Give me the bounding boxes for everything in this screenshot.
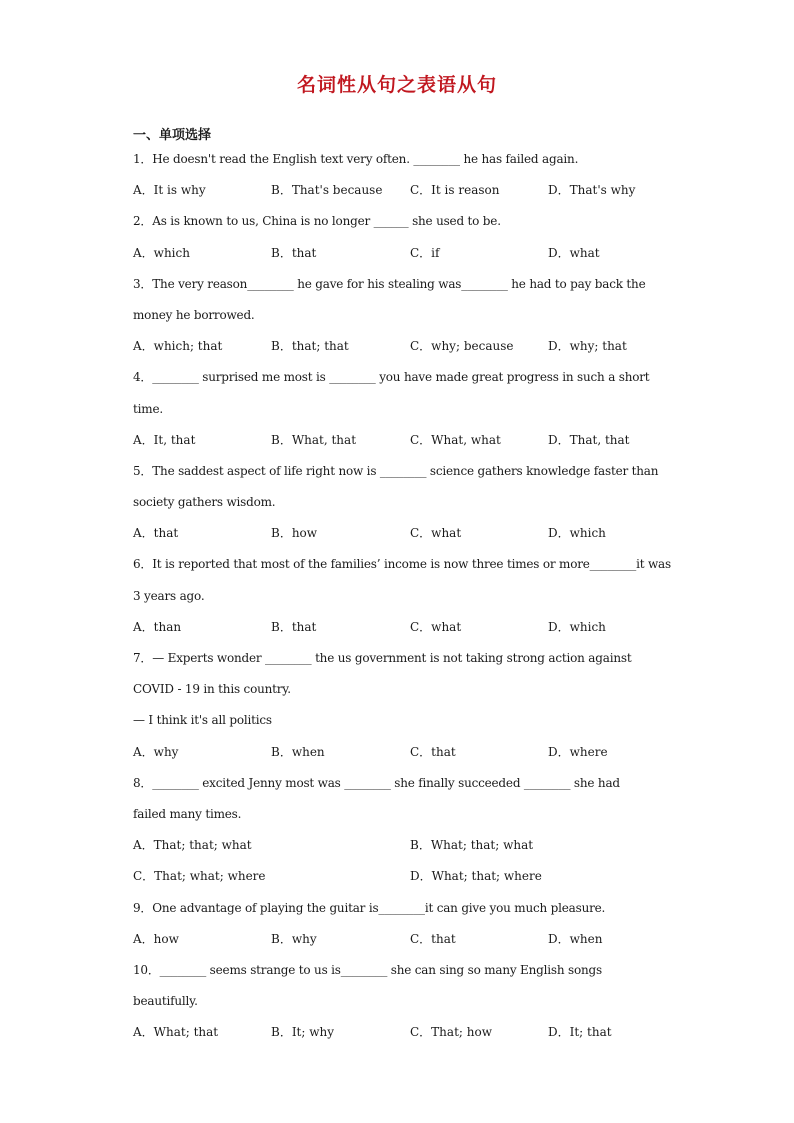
question-9-options bbox=[133, 928, 673, 959]
question-1-text: 1．He doesn't read the English text very often. ________ he has failed again. bbox=[133, 152, 579, 166]
question-3-text: 3．The very reason________ he gave for his stealing was________ he had to pay back the bbox=[133, 276, 646, 291]
option-c[interactable]: C．That; how bbox=[410, 1025, 492, 1040]
question-6-text-cont: 3 years ago. bbox=[133, 588, 205, 603]
option-d[interactable]: D．What; that; where bbox=[410, 869, 542, 884]
option-c[interactable]: C．if bbox=[410, 245, 440, 260]
question-7-text-cont: COVID - 19 in this country. bbox=[133, 682, 291, 697]
option-d[interactable]: D．which bbox=[548, 526, 606, 541]
option-c[interactable]: C．that bbox=[410, 931, 456, 946]
question-3-options bbox=[133, 335, 673, 366]
option-b[interactable]: B．That's because bbox=[271, 183, 383, 198]
section-heading: 一、单项选择 bbox=[133, 128, 212, 143]
option-d[interactable]: D．That, that bbox=[548, 432, 630, 447]
question-1-options bbox=[133, 179, 673, 210]
question-8-text-cont: failed many times. bbox=[133, 806, 242, 821]
option-b[interactable]: B．What; that; what bbox=[410, 838, 534, 853]
option-b[interactable]: B．why bbox=[271, 931, 317, 946]
option-b[interactable]: B．It; why bbox=[271, 1025, 335, 1040]
question-6-text: 6．It is reported that most of the families’ income is now three times or more________it was bbox=[133, 557, 671, 572]
option-a[interactable]: A．which; that bbox=[133, 339, 223, 354]
question-3-text-cont: money he borrowed. bbox=[133, 307, 255, 322]
option-c[interactable]: C．that bbox=[410, 744, 456, 759]
option-a[interactable]: A．It, that bbox=[133, 432, 196, 447]
question-10-text-cont: beautifully. bbox=[133, 994, 198, 1009]
option-a[interactable]: A．What; that bbox=[133, 1025, 219, 1040]
question-6-options bbox=[133, 616, 673, 647]
question-5-options bbox=[133, 522, 673, 553]
option-a[interactable]: A．how bbox=[133, 931, 179, 946]
option-a[interactable]: A．which bbox=[133, 245, 190, 260]
option-d[interactable]: D．which bbox=[548, 619, 606, 634]
option-a[interactable]: A．That; that; what bbox=[133, 838, 252, 853]
option-b[interactable]: B．that bbox=[271, 245, 317, 260]
option-b[interactable]: B．when bbox=[271, 744, 325, 759]
question-2-options bbox=[133, 242, 673, 273]
option-c[interactable]: C．That; what; where bbox=[133, 869, 266, 884]
question-8-options-row-1 bbox=[133, 834, 673, 865]
question-8-text: 8．________ excited Jenny most was ________ she finally succeeded ________ she had bbox=[133, 775, 620, 790]
option-d[interactable]: D．That's why bbox=[548, 183, 636, 198]
option-d[interactable]: D．It; that bbox=[548, 1025, 612, 1040]
option-b[interactable]: B．how bbox=[271, 526, 318, 541]
question-9-text: 9．One advantage of playing the guitar is________it can give you much pleasure. bbox=[133, 900, 606, 915]
option-c[interactable]: C．why; because bbox=[410, 339, 514, 354]
question-4-text-cont: time. bbox=[133, 401, 163, 416]
option-d[interactable]: D．why; that bbox=[548, 339, 627, 354]
question-7-options bbox=[133, 741, 673, 772]
question-7-response: — I think it's all politics bbox=[133, 713, 272, 728]
question-2-text: 2．As is known to us, China is no longer ______ she used to be. bbox=[133, 214, 501, 229]
option-b[interactable]: B．that bbox=[271, 619, 317, 634]
question-4-options bbox=[133, 429, 673, 460]
option-d[interactable]: D．where bbox=[548, 744, 608, 759]
option-d[interactable]: D．what bbox=[548, 245, 600, 260]
question-8-options-row-2 bbox=[133, 865, 673, 896]
option-a[interactable]: A．than bbox=[133, 619, 182, 634]
question-5-text: 5．The saddest aspect of life right now is ________ science gathers knowledge faster than bbox=[133, 463, 659, 478]
option-d[interactable]: D．when bbox=[548, 931, 603, 946]
option-c[interactable]: C．It is reason bbox=[410, 183, 500, 198]
option-c[interactable]: C．What, what bbox=[410, 432, 501, 447]
option-b[interactable]: B．that; that bbox=[271, 339, 349, 354]
option-c[interactable]: C．what bbox=[410, 619, 462, 634]
option-c[interactable]: C．what bbox=[410, 526, 462, 541]
page-title: 名词性从句之表语从句 bbox=[296, 74, 497, 96]
option-a[interactable]: A．It is why bbox=[133, 183, 206, 198]
question-7-text: 7．— Experts wonder ________ the us government is not taking strong action against bbox=[133, 651, 632, 665]
option-a[interactable]: A．why bbox=[133, 744, 179, 759]
question-10-text: 10．________ seems strange to us is________ she can sing so many English songs bbox=[133, 962, 602, 977]
option-a[interactable]: A．that bbox=[133, 526, 179, 541]
question-10-options bbox=[133, 1021, 673, 1052]
question-4-text: 4．________ surprised me most is ________ you have made great progress in such a short bbox=[133, 370, 650, 385]
question-list bbox=[133, 148, 673, 1052]
question-5-text-cont: society gathers wisdom. bbox=[133, 495, 276, 510]
option-b[interactable]: B．What, that bbox=[271, 432, 357, 447]
